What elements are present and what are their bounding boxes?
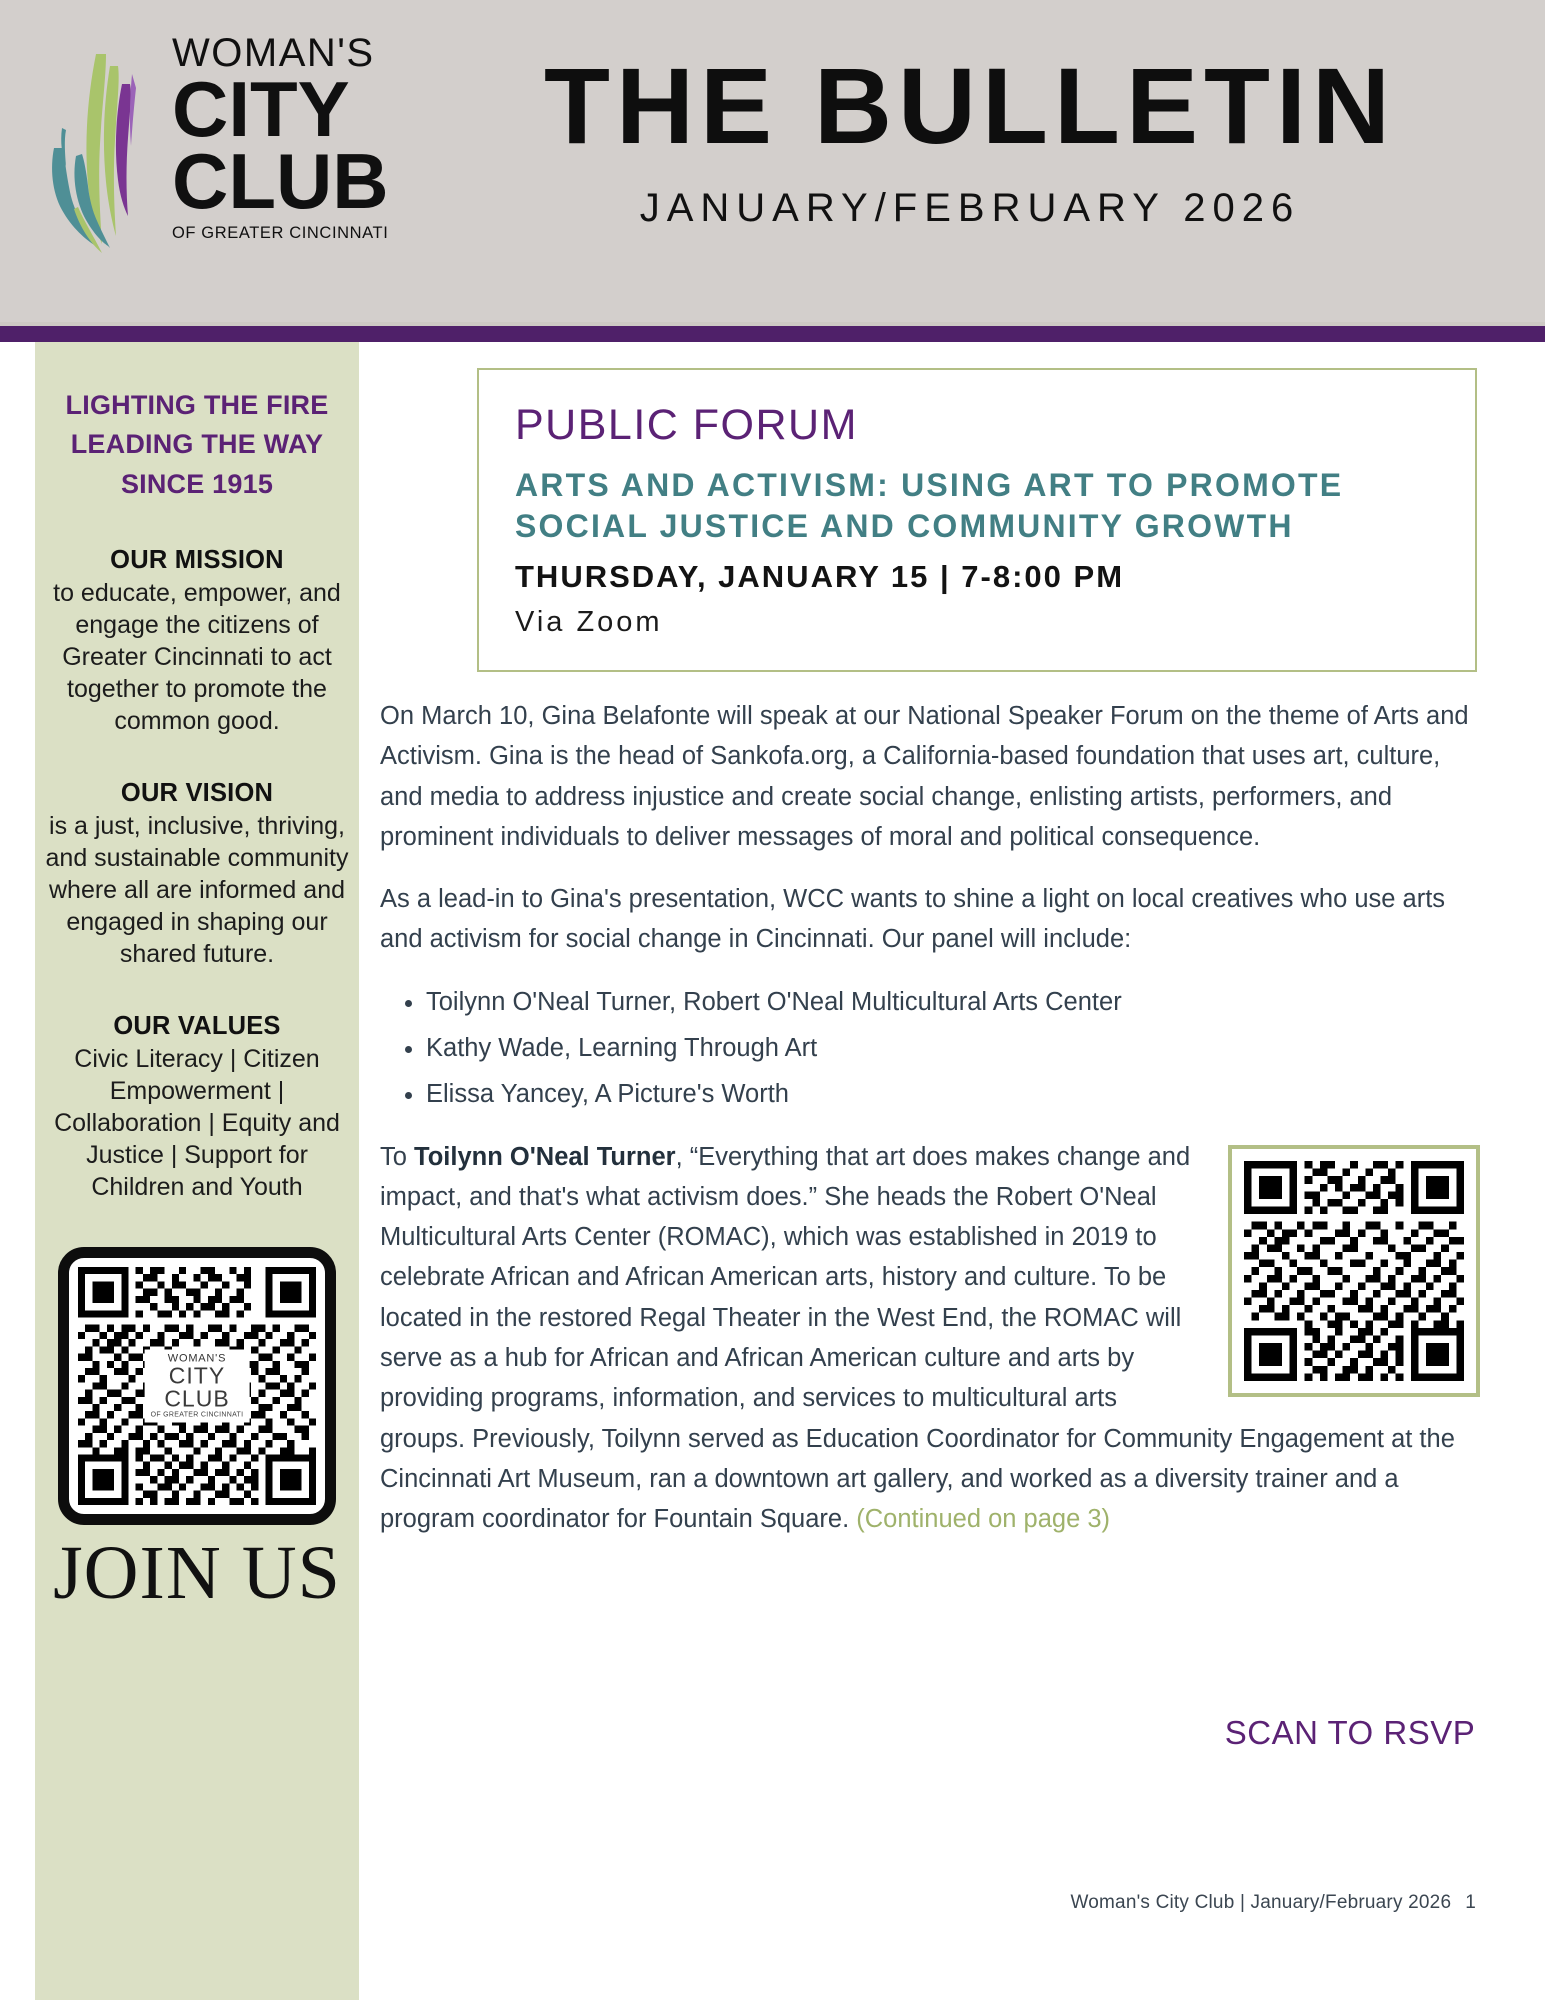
panelist-list [380, 982, 1480, 1115]
para3-rest: , “Everything that art does makes change and impact, and that's what activism does.” She heads the Robert O'Neal Multicultural Arts Center (ROMAC), which was established in 2019 to celebrate African and African American arts, history and culture. To be located in the restored Regal Theater in the West End, the ROMAC will serve as a hub for African and African American culture and arts by providing programs, information, and services to multicultural arts groups. Previously, Toilynn served as Education Coordinator for Community Engagement at the Cincinnati Art Museum, ran a downtown art gallery, and worked as a diversity trainer and a program coordinator for Fountain Square. [380, 1142, 1455, 1534]
article-body [380, 696, 1480, 1539]
vision-text: is a just, inclusive, thriving, and sustainable community where all are informed and engaged in shaping our shared future. [45, 812, 349, 969]
featured-event-box [477, 368, 1477, 672]
membership-qr-code[interactable] [58, 1247, 336, 1525]
qr-logo-line-2: CITY [168, 1362, 226, 1389]
logo-line-city: CITY [172, 65, 350, 153]
join-us-label: JOIN US [53, 1531, 341, 1616]
mission-heading: OUR MISSION [110, 546, 284, 575]
sidebar-tagline [35, 386, 359, 504]
event-location: Via Zoom [515, 606, 663, 639]
list-item: • Elissa Yancey, A Picture's Worth [426, 1074, 1480, 1114]
footer-text: Woman's City Club | January/February 2026 [1070, 1892, 1452, 1913]
vision-heading: OUR VISION [120, 779, 274, 808]
issue-date: JANUARY/FEBRUARY 2026 [639, 186, 1301, 230]
sidebar-qr-wrapper [35, 1247, 359, 1525]
article-paragraph-1: On March 10, Gina Belafonte will speak at our National Speaker Forum on the theme of Arts and Activism. Gina is the head of Sankofa.org, a California-based foundation that uses art, culture, and media to address injustice and create social change, enlisting artists, performers, and prominent individuals to deliver messages of moral and political consequence. [380, 702, 1469, 851]
event-kicker: PUBLIC FORUM [515, 401, 858, 449]
list-item: • Kathy Wade, Learning Through Art [426, 1028, 1480, 1068]
logo-subline: OF GREATER CINCINNATI [172, 223, 389, 242]
logo-wordmark [172, 32, 422, 243]
qr-logo-line-3: CLUB [164, 1385, 230, 1412]
event-title: ARTS AND ACTIVISM: USING ART TO PROMOTE SOCIAL JUSTICE AND COMMUNITY GROWTH [515, 467, 1344, 544]
footer [1070, 1892, 1476, 1914]
qr-logo-line-1: WOMAN'S [167, 1352, 227, 1365]
main-content [380, 342, 1510, 2000]
panelist-name-highlight: Toilynn O'Neal Turner [414, 1142, 676, 1171]
mission-text: to educate, empower, and engage the citizens of Greater Cincinnati to act together to promote the common good. [53, 579, 341, 736]
page-title: THE BULLETIN [544, 45, 1396, 166]
sidebar [35, 342, 359, 2000]
brushstroke-logo-icon [44, 44, 164, 259]
continued-note: (Continued on page 3) [856, 1505, 1111, 1534]
values-heading: OUR VALUES [113, 1012, 281, 1041]
list-item: • Toilynn O'Neal Turner, Robert O'Neal Multicultural Arts Center [426, 982, 1480, 1022]
tagline-line-1: LIGHTING THE FIRE [65, 390, 329, 420]
values-text: Civic Literacy | Citizen Empowerment | Collaboration | Equity and Justice | Support for Children and Youth [54, 1045, 340, 1202]
logo-line-club: CLUB [172, 136, 389, 225]
tagline-line-2: LEADING THE WAY [70, 429, 324, 460]
rsvp-qr-code[interactable] [1228, 1145, 1480, 1397]
scan-to-rsvp-caption: SCAN TO RSVP [1224, 1714, 1476, 1751]
article-paragraph-2: As a lead-in to Gina's presentation, WCC wants to shine a light on local creatives who use arts and activism for social change in Cincinnati. Our panel will include: [380, 885, 1446, 954]
event-datetime: THURSDAY, JANUARY 15 | 7-8:00 PM [515, 558, 1125, 594]
logo-line-womans: WOMAN'S [172, 31, 375, 75]
page-number: 1 [1465, 1892, 1476, 1913]
qr-logo-line-4: OF GREATER CINCINNATI [150, 1411, 244, 1419]
qr-code-icon [1244, 1161, 1464, 1381]
qr-embedded-logo [145, 1350, 250, 1423]
tagline-line-3: SINCE 1915 [120, 468, 274, 499]
organization-logo [44, 22, 424, 292]
para3-lead: To [380, 1142, 415, 1171]
masthead [0, 0, 1545, 322]
purple-divider [0, 326, 1545, 342]
